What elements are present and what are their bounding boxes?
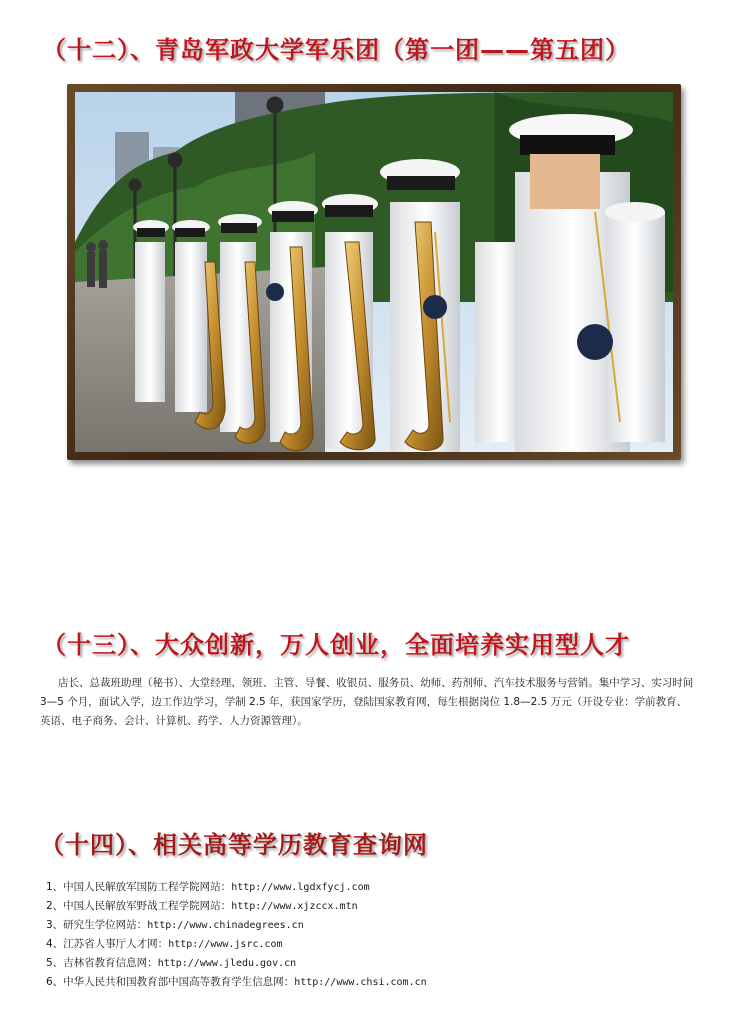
website-link[interactable]: http://www.xjzccx.mtn [231, 901, 358, 912]
list-item [46, 973, 706, 992]
website-link[interactable]: http://www.chinadegrees.cn [147, 920, 304, 931]
band-photo [75, 92, 673, 452]
section-13-paragraph [40, 674, 710, 731]
section-13-heading: （十三）、大众创新，万人创业，全面培养实用型人才 [42, 631, 630, 659]
section-14-heading: （十四）、相关高等学历教育查询网 [40, 831, 428, 859]
list-item [46, 897, 706, 916]
list-item [46, 916, 706, 935]
band-photo-frame [67, 84, 681, 460]
list-item [46, 954, 706, 973]
paragraph-line: 3—5 个月，面试入学，边工作边学习，学制 2.5 年，获国家学历，登陆国家教育网，每生根据岗位 1.8—2.5 万元（开设专业：学前教育、 [40, 696, 688, 708]
website-link[interactable]: http://www.jsrc.com [168, 939, 283, 950]
website-link[interactable]: http://www.chsi.com.cn [294, 977, 427, 988]
paragraph-line: 店长、总裁班助理（秘书）、大堂经理、领班、主管、导餐、收银员、服务员、幼师、药剂师、汽车技术服务与营销。集中学习、实习时间 [58, 677, 694, 689]
website-label: 1、中国人民解放军国防工程学院网站： [46, 881, 232, 893]
website-label: 5、吉林省教育信息网： [46, 957, 158, 969]
website-link[interactable]: http://www.lgdxfycj.com [231, 882, 370, 893]
website-label: 2、中国人民解放军野战工程学院网站： [46, 900, 232, 912]
paragraph-line: 英语、电子商务、会计、计算机、药学、人力资源管理）。 [40, 715, 308, 727]
website-link[interactable]: http://www.jledu.gov.cn [157, 958, 297, 969]
website-label: 6、中华人民共和国教育部中国高等教育学生信息网： [46, 976, 295, 988]
list-item [46, 878, 706, 897]
website-label: 3、研究生学位网站： [46, 919, 148, 931]
list-item [46, 935, 706, 954]
education-website-list [46, 878, 706, 992]
section-12-heading: （十二）、青岛军政大学军乐团（第一团——第五团） [42, 36, 630, 64]
website-label: 4、江苏省人事厅人才网： [46, 938, 169, 950]
